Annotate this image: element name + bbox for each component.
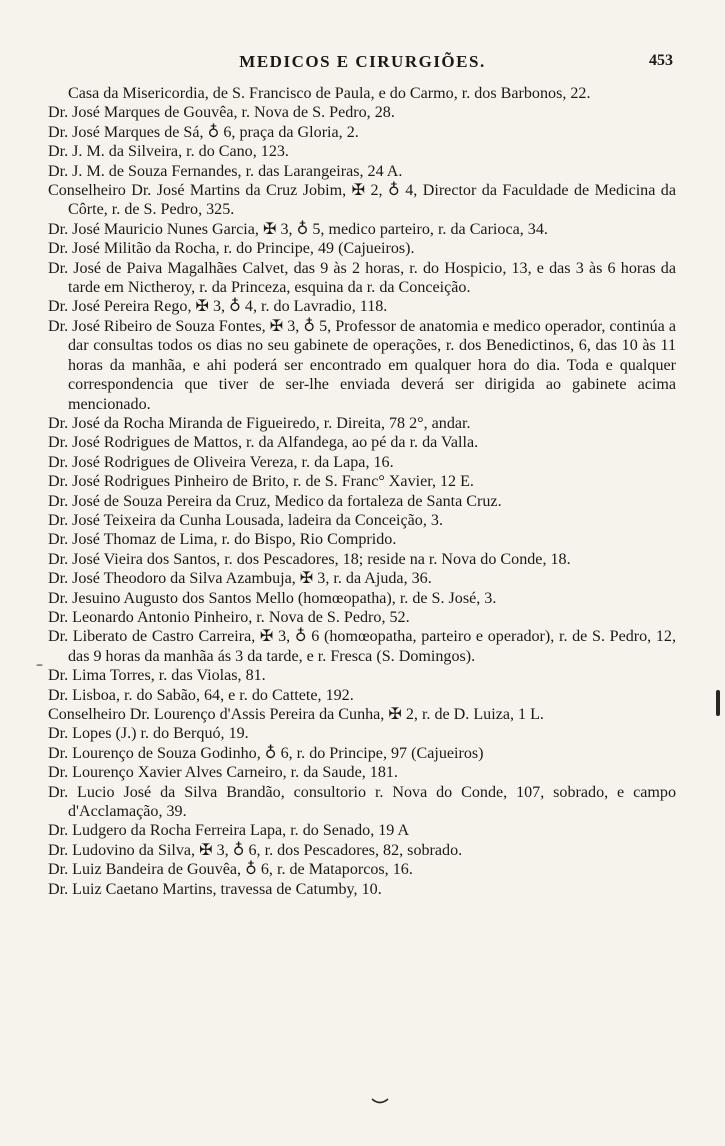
list-item: Dr. Luiz Bandeira de Gouvêa, ♁ 6, r. de Mataporcos, 16. xyxy=(48,861,413,879)
list-item: Dr. Ludovino da Silva, ✠ 3, ♁ 6, r. dos Pescadores, 82, sobrado. xyxy=(48,841,463,859)
list-item: Conselheiro Dr. José Martins da Cruz Jobim, ✠ 2, ♁ 4, Director da Faculdade de Medicina da Côrte, r. de S. Pedro, 325. xyxy=(48,182,676,219)
list-item: Dr. Lourenço de Souza Godinho, ♁ 6, r. do Principe, 97 (Cajueiros) xyxy=(48,744,484,762)
list-item: Dr. Lucio José da Silva Brandão, consultorio r. Nova do Conde, 107, sobrado, e campo d'Acclamação, 39. xyxy=(48,783,676,821)
list-item: Dr. Luiz Caetano Martins, travessa de Catumby, 10. xyxy=(48,880,382,898)
list-item: Casa da Misericordia, de S. Francisco de Paula, e do Carmo, r. dos Barbonos, 22. xyxy=(68,85,591,102)
list-item: Dr. José Rodrigues de Mattos, r. da Alfandega, ao pé da r. da Valla. xyxy=(48,434,479,452)
list-item: Dr. José Marques de Gouvêa, r. Nova de S. Pedro, 28. xyxy=(48,104,395,122)
list-item: Dr. José Mauricio Nunes Garcia, ✠ 3, ♁ 5, medico parteiro, r. da Carioca, 34. xyxy=(48,220,548,238)
list-item: Dr. J. M. de Souza Fernandes, r. das Larangeiras, 24 A. xyxy=(48,162,403,180)
list-item: Dr. José Rodrigues Pinheiro de Brito, r. de S. Franc° Xavier, 12 E. xyxy=(48,473,474,491)
list-item: Dr. José Militão da Rocha, r. do Principe, 49 (Cajueiros). xyxy=(48,240,415,258)
list-item: Conselheiro Dr. Lourenço d'Assis Pereira da Cunha, ✠ 2, r. de D. Luiza, 1 L. xyxy=(48,706,544,723)
list-item: Dr. Liberato de Castro Carreira, ✠ 3, ♁ 6 (homœopatha, parteiro e operador), r. de S. Pedro, 12, das 9 horas da manhãa ás 3 da tarde, e r. Fresca (S. Domingos). xyxy=(48,628,676,665)
list-item: Dr. José de Souza Pereira da Cruz, Medico da fortaleza de Santa Cruz. xyxy=(48,492,502,510)
list-item: Dr. José Theodoro da Silva Azambuja, ✠ 3, r. da Ajuda, 36. xyxy=(48,570,432,588)
list-item: Dr. Ludgero da Rocha Ferreira Lapa, r. do Senado, 19 A xyxy=(48,822,410,840)
page-header xyxy=(0,52,725,76)
list-item: Dr. Lourenço Xavier Alves Carneiro, r. da Saude, 181. xyxy=(48,764,398,782)
catchword-mark-icon xyxy=(370,1096,390,1106)
list-item: Dr. José Ribeiro de Souza Fontes, ✠ 3, ♁ 5, Professor de anatomia e medico operador, continúa a dar consultas todos os dias no seu gabinete de operações, r. dos Benedictinos, 6, das 10 às 11 horas da manhãa, e ahi poderá ser encontrado em qualquer hora do dia. Toda e qualquer correspondencia que tiver de ser-lhe enviada deverá ser dirigida ao gabinete acima mencionado. xyxy=(48,317,676,413)
list-item: Dr. J. M. da Silveira, r. do Cano, 123. xyxy=(48,143,289,161)
page-number: 453 xyxy=(649,52,673,69)
list-item: Dr. José da Rocha Miranda de Figueiredo, r. Direita, 78 2°, andar. xyxy=(48,414,471,432)
directory-list xyxy=(48,84,676,899)
list-item: Dr. José Vieira dos Santos, r. dos Pescadores, 18; reside na r. Nova do Conde, 18. xyxy=(48,550,571,568)
list-item: Dr. José Teixeira da Cunha Lousada, ladeira da Conceição, 3. xyxy=(48,511,443,529)
margin-dash: – xyxy=(36,657,43,673)
list-item: Dr. José Marques de Sá, ♁ 6, praça da Gloria, 2. xyxy=(48,123,359,141)
list-item: Dr. Lima Torres, r. das Violas, 81. xyxy=(48,667,266,685)
page-edge-mark xyxy=(716,690,720,716)
list-item: Dr. Lopes (J.) r. do Berquó, 19. xyxy=(48,725,249,743)
list-item: Dr. Leonardo Antonio Pinheiro, r. Nova de S. Pedro, 52. xyxy=(48,608,410,626)
list-item: Dr. Jesuino Augusto dos Santos Mello (homœopatha), r. de S. José, 3. xyxy=(48,589,497,607)
list-item: Dr. José Thomaz de Lima, r. do Bispo, Rio Comprido. xyxy=(48,531,397,549)
page-title: MEDICOS E CIRURGIÕES. xyxy=(239,52,486,71)
list-item: Dr. José Rodrigues de Oliveira Vereza, r. da Lapa, 16. xyxy=(48,453,394,471)
list-item: Dr. Lisboa, r. do Sabão, 64, e r. do Cattete, 192. xyxy=(48,686,354,704)
list-item: Dr. José Pereira Rego, ✠ 3, ♁ 4, r. do Lavradio, 118. xyxy=(48,298,388,316)
list-item: Dr. José de Paiva Magalhães Calvet, das 9 às 2 horas, r. do Hospicio, 13, e das 3 às 6 horas da tarde em Nictheroy, r. da Princeza, esquina da r. da Conceição. xyxy=(48,259,676,297)
